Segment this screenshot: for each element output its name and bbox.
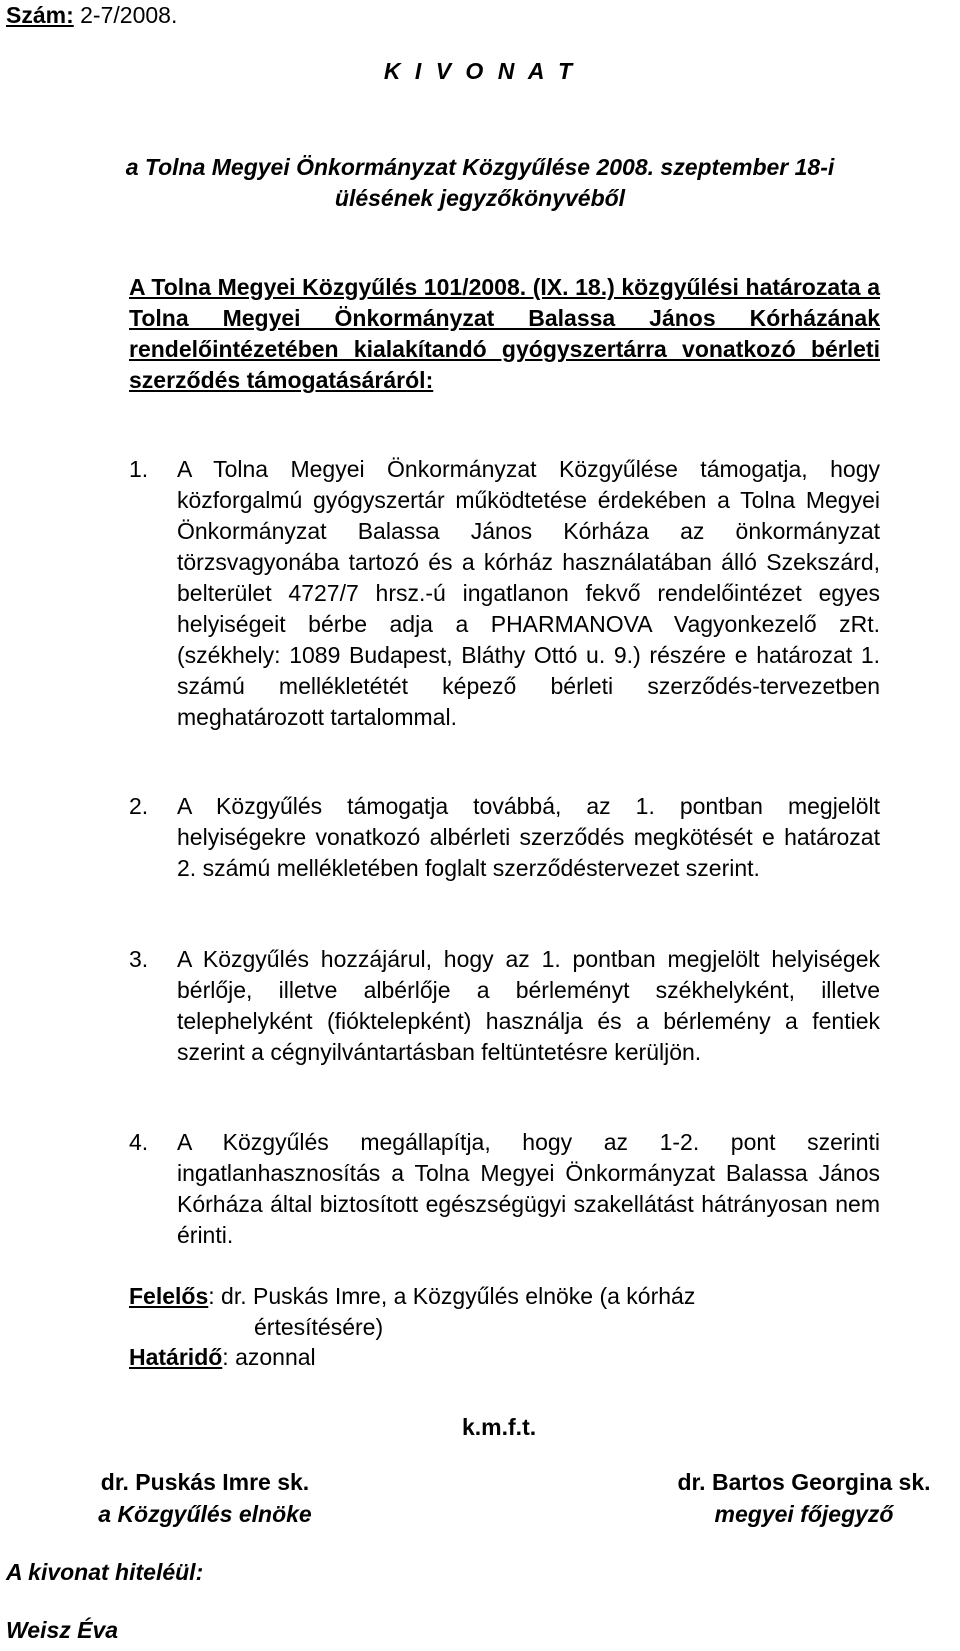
responsible-label: Felelős (129, 1283, 209, 1309)
resolution-item (129, 791, 880, 884)
resolution-title: A Tolna Megyei Közgyűlés 101/2008. (IX. 18.) közgyűlési határozata a Tolna Megyei Önkormányzat Balassa János Kórházának rendelőintézetében kialakítandó gyógyszertárra vonatkozó bérleti szerződés támogatásáráról: (129, 274, 880, 393)
item-number: 3. (129, 946, 149, 972)
item-number: 1. (129, 456, 149, 482)
deadline-section (129, 1342, 316, 1373)
signature-right (648, 1466, 960, 1530)
signature-left-name: dr. Puskás Imre sk. (100, 1469, 310, 1495)
responsible-section (129, 1281, 880, 1343)
item-number: 4. (129, 1129, 149, 1155)
clerk-name: Weisz Éva (6, 1617, 119, 1643)
responsible-text: : dr. Puskás Imre, a Közgyűlés elnöke (a kórház (208, 1283, 696, 1309)
deadline-label: Határidő (129, 1344, 223, 1370)
signature-left (80, 1466, 330, 1530)
document-number-label: Szám: (6, 2, 74, 28)
subtitle-line-2: ülésének jegyzőkönyvéből (334, 185, 626, 211)
resolution-item (129, 1127, 880, 1251)
document-number-value: 2-7/2008. (73, 2, 178, 28)
signature-left-role: a Közgyűlés elnöke (98, 1501, 312, 1527)
document-title: K I V O N A T (383, 58, 577, 84)
resolution-item (129, 944, 880, 1068)
item-text: A Közgyűlés támogatja továbbá, az 1. pontban megjelölt helyiségekre vonatkozó albérleti szerződés megkötését e határozat 2. számú mellékletében foglalt szerződéstervezet szerint. (177, 793, 880, 881)
responsible-line-2: értesítésére) (254, 1314, 384, 1340)
deadline-text: : azonnal (222, 1344, 316, 1370)
document-number (6, 2, 177, 29)
item-text: A Tolna Megyei Önkormányzat Közgyűlése támogatja, hogy közforgalmú gyógyszertár működtetése érdekében a Tolna Megyei Önkormányzat Balassa János Kórháza az önkormányzat törzsvagyonába tartozó és a kórház használatában álló Szekszárd, belterület 4727/7 hrsz.-ú ingatlanon fekvő rendelőintézet egyes helyiségeit bérbe adja a PHARMANOVA Vagyonkezelő zRt. (székhely: 1089 Budapest, Bláthy Ottó u. 9.) részére e határozat 1. számú mellékletétét képező bérleti szerződés-tervezetben meghatározott tartalommal. (177, 456, 880, 730)
certified-label: A kivonat hiteléül: (6, 1559, 204, 1585)
item-text: A Közgyűlés megállapítja, hogy az 1-2. pont szerinti ingatlanhasznosítás a Tolna Megyei Önkormányzat Balassa János Kórháza által biztosított egészségügyi szakellátást hátrányosan nem érinti. (177, 1129, 880, 1248)
item-text: A Közgyűlés hozzájárul, hogy az 1. pontban megjelölt helyiségek bérlője, illetve albérlője a bérleményt székhelyként, illetve telephelyként (fióktelepként) használja és a bérlemény a fentiek szerint a cégnyilvántartásban feltüntetésre kerüljön. (177, 946, 880, 1065)
kmft-mark: k.m.f.t. (462, 1414, 537, 1440)
item-number: 2. (129, 793, 149, 819)
signature-right-name: dr. Bartos Georgina sk. (677, 1469, 931, 1495)
subtitle-line-1: a Tolna Megyei Önkormányzat Közgyűlése 2008. szeptember 18-i (125, 154, 835, 180)
responsible-line-1 (129, 1281, 880, 1312)
signature-right-role: megyei főjegyző (714, 1501, 894, 1527)
document-subtitle (0, 152, 960, 214)
resolution-item (129, 454, 880, 733)
